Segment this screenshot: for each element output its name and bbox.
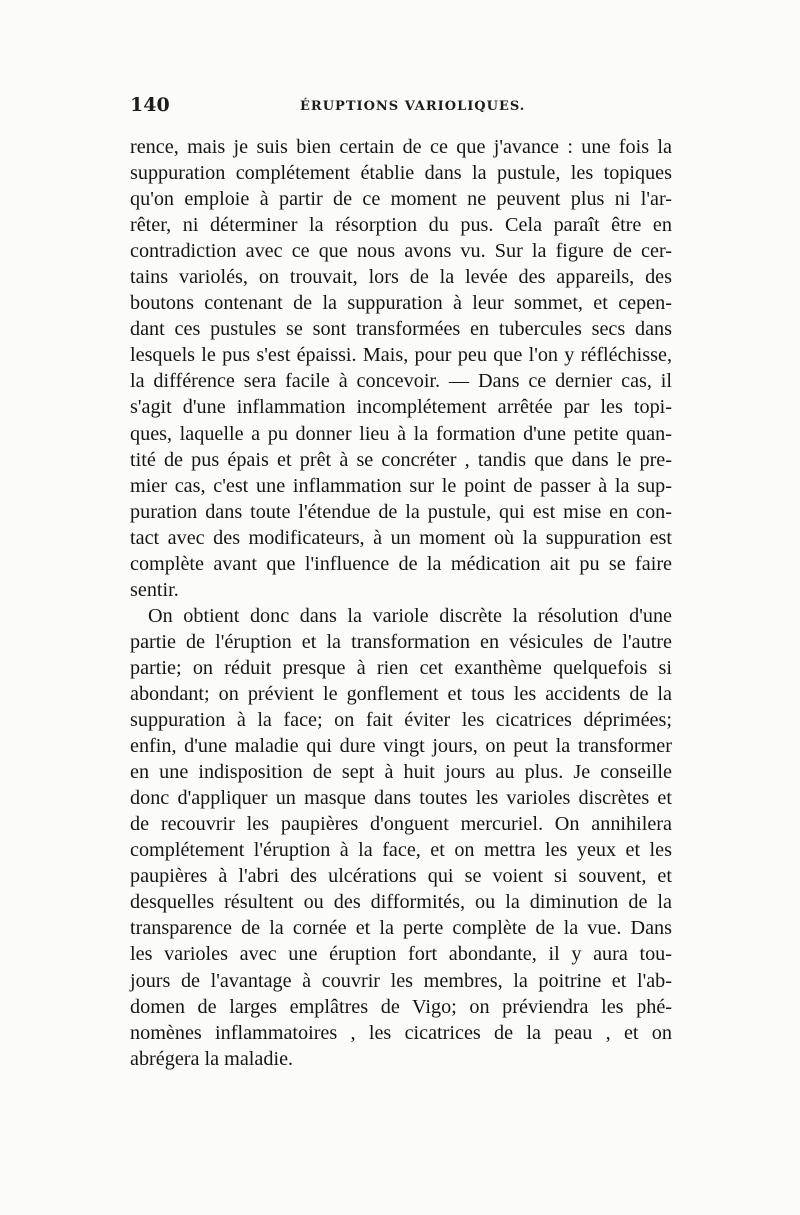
text-line: partie de l'éruption et la transformation en vésicules de l'autre <box>130 630 672 653</box>
text-line: donc d'appliquer un masque dans toutes les varioles discrètes et <box>130 787 672 810</box>
text-line: desquelles résultent ou des difformités, ou la diminution de la <box>130 891 672 914</box>
text-line: abondant; on prévient le gonflement et tous les accidents de la <box>130 682 672 705</box>
text-line: tains variolés, on trouvait, lors de la levée des appareils, des <box>130 266 672 289</box>
text-line: puration dans toute l'étendue de la pustule, qui est mise en con- <box>130 500 672 523</box>
text-line: tact avec des modificateurs, à un moment où la suppuration est <box>130 526 672 549</box>
text-line: les varioles avec une éruption fort abondante, il y aura tou- <box>130 943 672 966</box>
text-line: rence, mais je suis bien certain de ce que j'avance : une fois la <box>130 136 672 158</box>
text-line: boutons contenant de la suppuration à leur sommet, et cepen- <box>130 292 672 315</box>
body-text <box>130 134 672 1072</box>
text-line: de recouvrir les paupières d'onguent mercuriel. On annihilera <box>130 813 672 836</box>
text-line: ques, laquelle a pu donner lieu à la formation d'une petite quan- <box>130 422 672 445</box>
text-line: mier cas, c'est une inflammation sur le point de passer à la sup- <box>130 474 672 497</box>
text-line: jours de l'avantage à couvrir les membres, la poitrine et l'ab- <box>130 969 672 992</box>
page-number: 140 <box>130 94 170 116</box>
text-line: transparence de la cornée et la perte complète de la vue. Dans <box>130 917 672 940</box>
text-line: complète avant que l'influence de la médication ait pu se faire <box>130 552 672 575</box>
text-line: partie; on réduit presque à rien cet exanthème quelquefois si <box>130 656 672 679</box>
text-line: suppuration complétement établie dans la pustule, les topiques <box>130 162 672 185</box>
text-line: suppuration à la face; on fait éviter les cicatrices déprimées; <box>130 709 672 732</box>
text-line: dant ces pustules se sont transformées en tubercules secs dans <box>130 318 672 341</box>
paragraph <box>130 134 672 603</box>
text-line: qu'on emploie à partir de ce moment ne peuvent plus ni l'ar- <box>130 188 672 211</box>
page-header <box>130 94 670 118</box>
paragraph <box>130 603 672 1072</box>
text-line: complétement l'éruption à la face, et on mettra les yeux et les <box>130 839 672 862</box>
text-line: abrégera la maladie. <box>130 1047 294 1070</box>
text-line: la différence sera facile à concevoir. — Dans ce dernier cas, il <box>130 370 672 393</box>
text-line: lesquels le pus s'est épaissi. Mais, pour peu que l'on y réfléchisse, <box>130 344 672 367</box>
text-line: rêter, ni déterminer la résorption du pus. Cela paraît être en <box>130 214 672 237</box>
running-title: ÉRUPTIONS VARIOLIQUES. <box>300 99 526 114</box>
text-line: domen de larges emplâtres de Vigo; on préviendra les phé- <box>130 995 672 1018</box>
text-line: contradiction avec ce que nous avons vu. Sur la figure de cer- <box>130 240 672 263</box>
text-line: paupières à l'abri des ulcérations qui se voient si souvent, et <box>130 865 672 888</box>
text-line: nomènes inflammatoires , les cicatrices de la peau , et on <box>130 1021 672 1044</box>
text-line: en une indisposition de sept à huit jours au plus. Je conseille <box>130 761 672 784</box>
text-line: enfin, d'une maladie qui dure vingt jours, on peut la transformer <box>130 735 672 758</box>
text-line: s'agit d'une inflammation incomplétement arrêtée par les topi- <box>130 396 672 419</box>
text-line: sentir. <box>130 578 179 601</box>
text-line: On obtient donc dans la variole discrète la résolution d'une <box>148 604 672 627</box>
text-line: tité de pus épais et prêt à se concréter , tandis que dans le pre- <box>130 448 672 471</box>
